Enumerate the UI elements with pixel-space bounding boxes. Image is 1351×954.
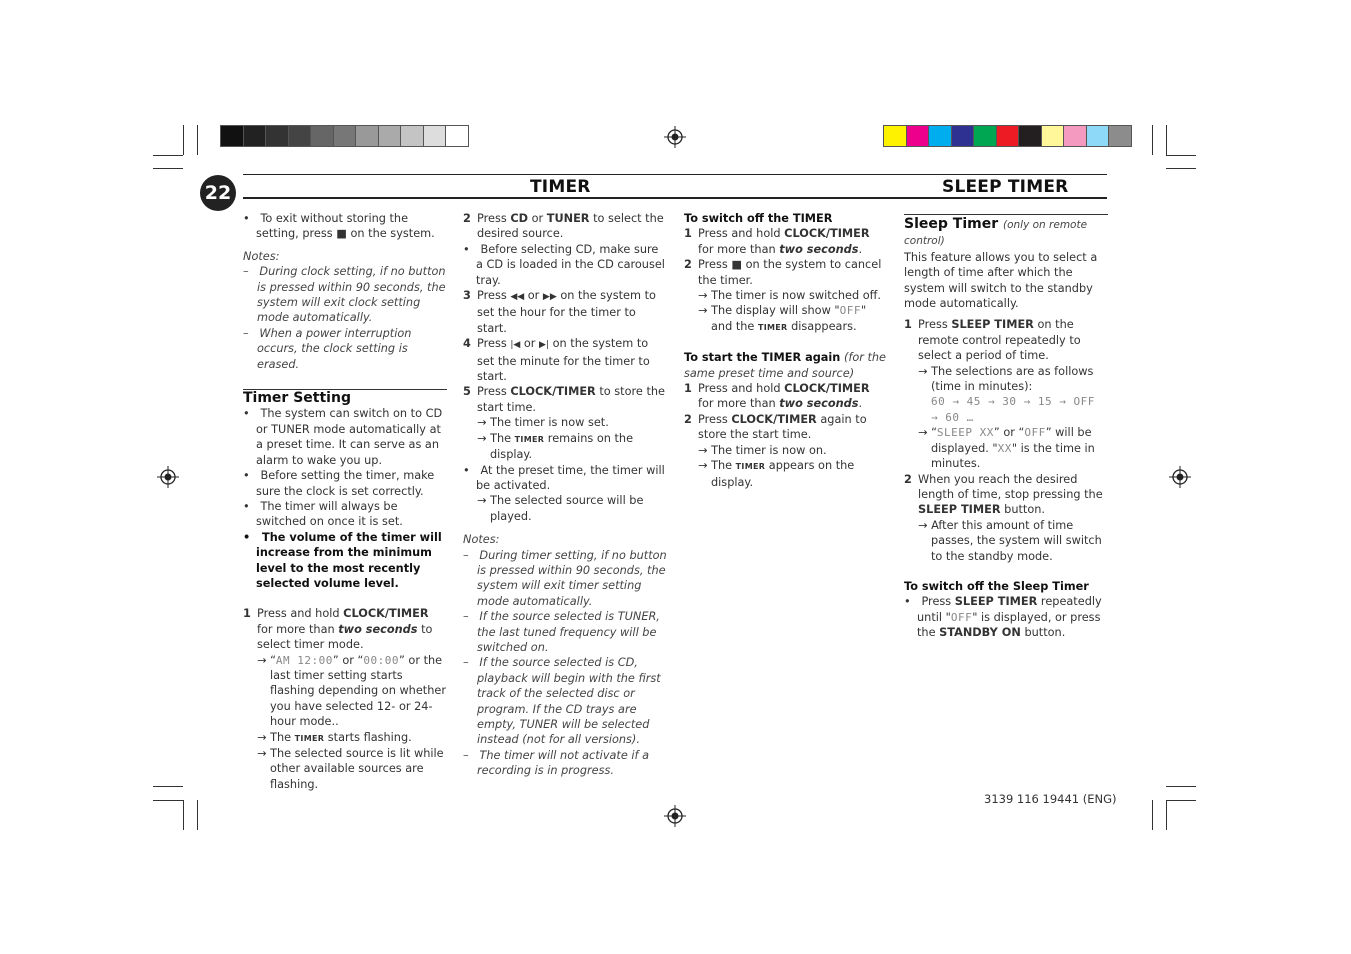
- gray-calibration-strip: [220, 125, 469, 147]
- result-item: → After this amount of time passes, the system will switch to the standby mode.: [918, 518, 1102, 563]
- list-item: • Press SLEEP TIMER repeatedly until "OFF" is displayed, or press the STANDBY ON button.: [904, 595, 1102, 640]
- color-swatch: [974, 125, 997, 147]
- subheading: To switch off the Sleep Timer: [904, 579, 1089, 593]
- step-item: 1 Press and hold CLOCK/TIMER for more than two seconds.: [684, 382, 870, 411]
- arrow-icon: →: [698, 459, 708, 473]
- list-item: • The timer will always be switched on once it is set.: [243, 499, 403, 529]
- color-swatch: [952, 125, 975, 147]
- notes-label: Notes:: [463, 533, 500, 547]
- list-item: • At the preset time, the timer will be activated.: [463, 463, 665, 492]
- registration-mark-icon: [664, 805, 686, 827]
- result-item: → “AM 12:00” or “00:00” or the last timer setting starts flashing depending on whether you have selected 12- or 24-hour mode..: [257, 653, 446, 729]
- step-item: 1 Press and hold CLOCK/TIMER for more than two seconds.: [684, 227, 870, 256]
- page-number: 22: [200, 175, 236, 211]
- list-item: • Before selecting CD, make sure a CD is loaded in the CD carousel tray.: [463, 242, 665, 287]
- crop-mark: [153, 786, 183, 787]
- arrow-icon: →: [698, 289, 708, 303]
- header-rule: [243, 174, 1107, 175]
- arrow-icon: →: [918, 426, 928, 440]
- crop-mark: [1152, 125, 1153, 155]
- crop-mark: [1152, 800, 1153, 830]
- column-2: [463, 211, 667, 779]
- note-item: – When a power interruption occurs, the clock setting is erased.: [243, 326, 412, 371]
- crop-mark: [183, 125, 184, 155]
- previous-icon: |◀: [510, 340, 521, 351]
- color-swatch: [1064, 125, 1087, 147]
- arrow-icon: →: [698, 443, 708, 457]
- notes-label: Notes:: [243, 249, 280, 263]
- color-swatch: [401, 125, 424, 147]
- section-title: Sleep Timer (only on remote control): [904, 214, 1108, 250]
- arrow-icon: →: [257, 653, 267, 667]
- arrow-icon: →: [918, 364, 928, 378]
- color-swatch: [244, 125, 267, 147]
- registration-mark-icon: [1169, 466, 1191, 488]
- result-item: → The timer is now on.: [698, 443, 827, 457]
- step-item: 2 When you reach the desired length of time, stop pressing the SLEEP TIMER button.: [904, 472, 1103, 517]
- result-item: → The timer is now switched off.: [698, 289, 882, 303]
- crop-mark: [1166, 786, 1196, 787]
- crop-mark: [1166, 125, 1167, 155]
- header-rule: [243, 197, 1107, 199]
- arrow-icon: →: [257, 730, 267, 744]
- crop-mark: [1166, 800, 1167, 830]
- column-4: [904, 214, 1108, 641]
- note-item: – During timer setting, if no button is pressed within 90 seconds, the system will exit timer setting mode automatically.: [463, 548, 667, 608]
- color-swatch: [883, 125, 907, 147]
- result-item: → The selected source will be played.: [477, 494, 644, 523]
- registration-mark-icon: [664, 126, 686, 148]
- step-item: 5 Press CLOCK/TIMER to store the start time.: [463, 385, 665, 414]
- column-3: [684, 211, 888, 490]
- crop-mark: [153, 168, 183, 169]
- note-item: – If the source selected is CD, playback will begin with the first track of the selected disc or program. If the CD trays are empty, TUNER will be selected instead (not for all versions).: [463, 656, 661, 747]
- header-title-timer: TIMER: [530, 177, 591, 197]
- subheading: To start the TIMER again (for the same preset time and source): [684, 351, 887, 380]
- stop-icon: ■: [731, 258, 743, 272]
- color-swatch: [997, 125, 1020, 147]
- crop-mark: [197, 800, 198, 830]
- arrow-icon: →: [477, 431, 487, 445]
- step-item: 2 Press CD or TUNER to select the desired source.: [463, 212, 664, 241]
- rewind-icon: ◀◀: [510, 292, 525, 303]
- color-swatch: [334, 125, 357, 147]
- color-swatch: [220, 125, 244, 147]
- result-item: → “SLEEP XX” or “OFF” will be displayed. "XX" is the time in minutes.: [918, 426, 1095, 471]
- step-item: 1 Press and hold CLOCK/TIMER for more than two seconds to select timer mode.: [243, 607, 433, 652]
- crop-mark: [183, 800, 184, 830]
- arrow-icon: →: [477, 416, 487, 430]
- result-item: → The TIMER appears on the display.: [698, 459, 855, 489]
- color-swatch: [266, 125, 289, 147]
- sleep-sequence: 60 → 45 → 30 → 15 → OFF → 60 …: [931, 395, 1095, 424]
- color-swatch: [1019, 125, 1042, 147]
- result-item: → The selected source is lit while other available sources are flashing.: [257, 747, 444, 791]
- step-item: 4 Press |◀ or ▶| on the system to set the minute for the timer to start.: [463, 337, 650, 384]
- crop-mark: [1166, 800, 1196, 801]
- fast-forward-icon: ▶▶: [542, 292, 557, 303]
- header-title-sleep-timer: SLEEP TIMER: [942, 177, 1069, 197]
- next-icon: ▶|: [539, 340, 550, 351]
- list-item: • To exit without storing the setting, press ■ on the system.: [243, 212, 435, 241]
- note-item: – During clock setting, if no button is pressed within 90 seconds, the system will exit clock setting mode automatically.: [243, 265, 446, 325]
- result-item: → The timer is now set.: [477, 416, 609, 430]
- color-swatch: [379, 125, 402, 147]
- step-item: 3 Press ◀◀ or ▶▶ on the system to set the hour for the timer to start.: [463, 289, 656, 335]
- color-swatch: [929, 125, 952, 147]
- step-item: 2 Press ■ on the system to cancel the timer.: [684, 258, 882, 287]
- color-swatch: [446, 125, 469, 147]
- color-swatch: [356, 125, 379, 147]
- crop-mark: [197, 125, 198, 155]
- color-swatch: [907, 125, 930, 147]
- color-swatch: [289, 125, 312, 147]
- step-item: 2 Press CLOCK/TIMER again to store the start time.: [684, 412, 867, 442]
- note-item: – If the source selected is TUNER, the last tuned frequency will be switched on.: [463, 610, 660, 654]
- arrow-icon: →: [918, 518, 928, 532]
- list-item: • The system can switch on to CD or TUNER mode automatically at a preset time. It can serve as an alarm to wake you up.: [243, 407, 443, 467]
- note-item: – The timer will not activate if a recording is in progress.: [463, 748, 650, 778]
- color-swatch: [1087, 125, 1110, 147]
- color-swatch: [424, 125, 447, 147]
- stop-icon: ■: [336, 227, 347, 241]
- section-title: Timer Setting: [243, 389, 447, 406]
- registration-mark-icon: [157, 466, 179, 488]
- column-1: [243, 211, 447, 792]
- color-calibration-strip: [883, 125, 1132, 147]
- step-item: 1 Press SLEEP TIMER on the remote control repeatedly to select a period of time.: [904, 318, 1081, 363]
- list-item: • Before setting the timer, make sure the clock is set correctly.: [243, 469, 435, 498]
- color-swatch: [1042, 125, 1065, 147]
- color-swatch: [311, 125, 334, 147]
- crop-mark: [153, 800, 183, 801]
- arrow-icon: →: [477, 494, 487, 508]
- paragraph: This feature allows you to select a length of time after which the system will switch to the standby mode automatically.: [904, 250, 1098, 311]
- color-swatch: [1109, 125, 1132, 147]
- arrow-icon: →: [257, 747, 267, 760]
- crop-mark: [1166, 155, 1196, 156]
- result-item: → The selections are as follows (time in minutes):: [918, 364, 1094, 394]
- result-item: → The TIMER starts flashing.: [257, 730, 412, 744]
- crop-mark: [1166, 168, 1196, 169]
- result-item: → The display will show "OFF" and the TIMER disappears.: [698, 304, 867, 333]
- arrow-icon: →: [698, 304, 708, 318]
- footer-code: 3139 116 19441 (ENG): [984, 792, 1117, 806]
- subheading: To switch off the TIMER: [684, 212, 833, 225]
- list-item: • The volume of the timer will increase from the minimum level to the most recently selected volume level.: [243, 530, 442, 590]
- result-item: → The TIMER remains on the display.: [477, 431, 634, 462]
- crop-mark: [153, 155, 183, 156]
